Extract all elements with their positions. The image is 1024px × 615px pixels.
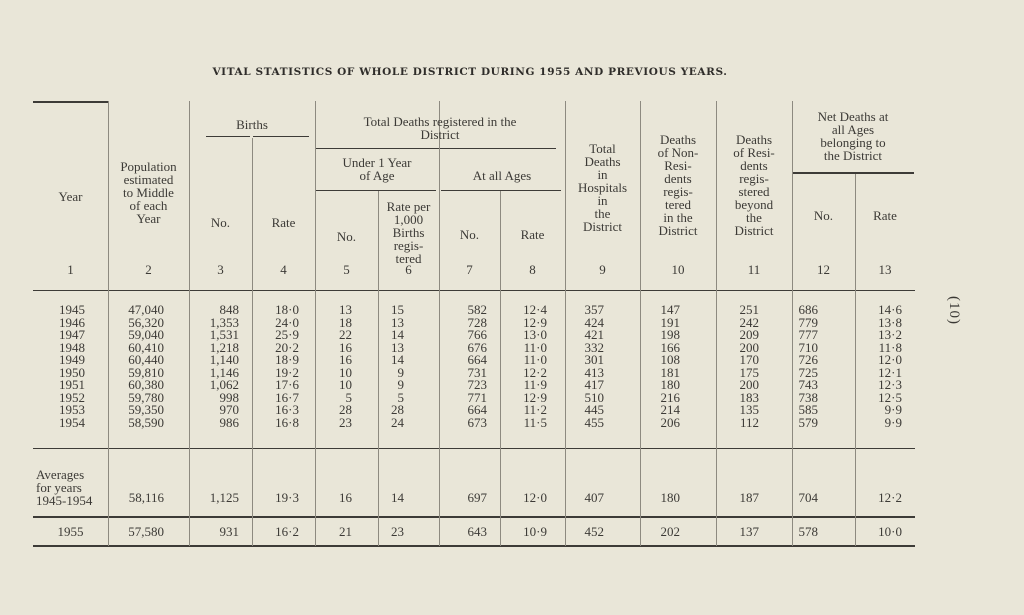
- data-column-under1_no: 13 18 22 16 16 10 10 5 28 23: [339, 302, 352, 430]
- column-number: 11: [747, 262, 761, 277]
- year-1955-value: 931: [219, 524, 239, 539]
- table-top-rule: [33, 101, 108, 103]
- net-group-rule: [792, 172, 914, 174]
- allages-group-rule: [441, 190, 561, 191]
- data-column-under1_rate: 15 13 14 13 14 9 9 5 28 24: [391, 302, 404, 430]
- averages-bottom-rule: [33, 516, 915, 518]
- column-number: 6: [405, 262, 412, 277]
- data-column-net_no: 686 779 777 710 726 725 743 738 585 579: [798, 302, 818, 430]
- column-number: 10: [671, 262, 685, 277]
- averages-value: 16: [339, 490, 352, 505]
- column-number: 8: [529, 262, 536, 277]
- data-column-population: 47,040 56,320 59,040 60,410 60,440 59,810 60,380 59,780 59,350 58,590: [128, 302, 164, 430]
- year-1955-value: 57,580: [128, 524, 164, 539]
- header-resbeyond: Deaths of Resi- dents regis- stered beyond the District: [733, 132, 775, 238]
- averages-label: Averages for years 1945-1954: [36, 467, 93, 508]
- column-number: 5: [343, 262, 350, 277]
- table-title: VITAL STATISTICS OF WHOLE DISTRICT DURING 1955 AND PREVIOUS YEARS.: [212, 66, 728, 78]
- header-nonres: Deaths of Non- Resi- dents regis- tered in the District: [657, 132, 699, 238]
- births-group-rule-2: [253, 136, 309, 137]
- header-under1-group: Under 1 Year of Age: [342, 155, 412, 183]
- averages-top-rule: [33, 448, 915, 449]
- column-number: 7: [466, 262, 473, 277]
- year-1955-value: 452: [584, 524, 604, 539]
- column-number: 13: [878, 262, 892, 277]
- year-1955-value: 202: [660, 524, 680, 539]
- page-number: (10): [946, 296, 962, 325]
- column-number: 12: [817, 262, 830, 277]
- data-column-births_rate: 18·0 24·0 25·9 20·2 18·9 19·2 17·6 16·7 16·3 16·8: [275, 302, 299, 430]
- data-column-allages_rate: 12·4 12·9 13·0 11·0 11·0 12·2 11·9 12·9 11·2 11·5: [523, 302, 547, 430]
- header-allages-group: At all Ages: [472, 168, 532, 183]
- header-net-group: Net Deaths at all Ages belonging to the District: [817, 109, 889, 163]
- year-1955-value: 10·9: [523, 524, 547, 539]
- deaths-subgroup-rule: [316, 148, 556, 149]
- header-births-group: Births: [236, 117, 268, 132]
- header-net-no: No.: [813, 208, 834, 223]
- data-column-allages_no: 582 728 766 676 664 731 723 771 664 673: [467, 302, 487, 430]
- averages-value: 704: [798, 490, 818, 505]
- header-allages-no: No.: [459, 227, 480, 242]
- year-1955-value: 21: [339, 524, 352, 539]
- header-net-rate: Rate: [873, 208, 897, 223]
- averages-value: 58,116: [128, 490, 164, 505]
- data-column-hospitals: 357 424 421 332 301 413 417 510 445 455: [584, 302, 604, 430]
- year-1955-value: 23: [391, 524, 404, 539]
- column-number: 9: [599, 262, 606, 277]
- header-population: Population estimated to Middle of each Year: [120, 159, 177, 226]
- year-1955-value: 643: [467, 524, 487, 539]
- averages-value: 180: [660, 490, 680, 505]
- under1-group-rule: [316, 190, 436, 191]
- data-column-nonres: 147 191 198 166 108 181 180 216 214 206: [660, 302, 680, 430]
- year-1955-label: 1955: [57, 524, 84, 539]
- header-total-deaths-group: Total Deaths registered in the District: [363, 114, 517, 142]
- column-number: 2: [145, 262, 152, 277]
- births-group-rule: [206, 136, 250, 137]
- data-column-net_rate: 14·6 13·8 13·2 11·8 12·0 12·1 12·3 12·5 9·9 9·9: [878, 302, 902, 430]
- year-1955-value: 10·0: [878, 524, 902, 539]
- header-under1-no: No.: [336, 229, 357, 244]
- header-hospitals: Total Deaths in Hospitals in the District: [577, 141, 628, 234]
- header-bottom-rule: [33, 290, 915, 291]
- table-bottom-rule: [33, 545, 915, 547]
- averages-value: 187: [739, 490, 759, 505]
- data-column-years: 1945 1946 1947 1948 1949 1950 1951 1952 1953 1954: [59, 302, 85, 430]
- header-births-no: No.: [210, 215, 231, 230]
- averages-value: 1,125: [209, 490, 239, 505]
- averages-value: 697: [467, 490, 487, 505]
- header-allages-rate: Rate: [520, 227, 545, 242]
- header-under1-rate: Rate per 1,000 Births regis- tered: [386, 199, 431, 266]
- year-1955-value: 578: [798, 524, 818, 539]
- averages-value: 14: [391, 490, 404, 505]
- column-number: 1: [67, 262, 74, 277]
- averages-value: 12·0: [523, 490, 547, 505]
- column-number: 4: [280, 262, 287, 277]
- column-number: 3: [217, 262, 224, 277]
- year-1955-value: 137: [739, 524, 759, 539]
- year-1955-value: 16·2: [275, 524, 299, 539]
- header-year: Year: [58, 189, 83, 204]
- header-births-rate: Rate: [271, 215, 296, 230]
- data-column-births_no: 848 1,353 1,531 1,218 1,140 1,146 1,062 998 970 986: [209, 302, 239, 430]
- averages-value: 407: [584, 490, 604, 505]
- averages-value: 19·3: [275, 490, 299, 505]
- averages-value: 12·2: [878, 490, 902, 505]
- data-column-resbeyond: 251 242 209 200 170 175 200 183 135 112: [739, 302, 759, 430]
